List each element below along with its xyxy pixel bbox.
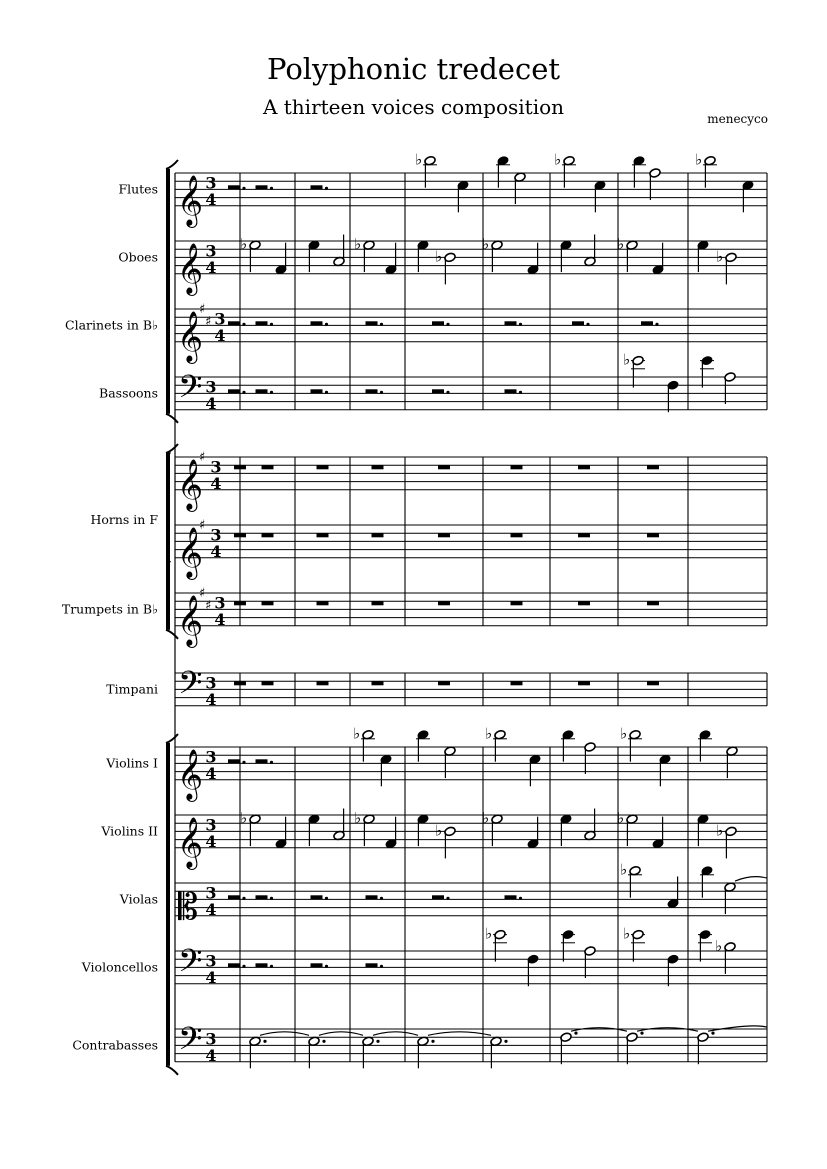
sharp-sign: ♯ <box>199 302 206 317</box>
dotted-half-rest <box>366 963 384 968</box>
quarter-note <box>496 155 510 187</box>
augmentation-dot <box>376 1040 379 1043</box>
dotted-half-note <box>417 1036 435 1068</box>
half-note <box>444 746 456 778</box>
quarter-note <box>697 814 709 846</box>
treble-clef-icon: 𝄞 <box>177 174 204 226</box>
augmentation-dot <box>574 1032 577 1035</box>
time-signature-denominator: 4 <box>205 899 217 919</box>
whole-rest <box>372 601 384 605</box>
treble-clef-icon: 𝄞 <box>177 594 204 646</box>
flat-sign: ♭ <box>695 150 703 169</box>
augmentation-dot <box>322 1040 325 1043</box>
treble-clef-icon: 𝄞 <box>177 458 204 510</box>
half-note <box>724 882 736 914</box>
instrument-name-7: Timpani <box>106 681 158 697</box>
dotted-half-rest <box>505 389 523 394</box>
time-signature-denominator: 4 <box>205 257 217 277</box>
whole-rest <box>372 681 384 685</box>
time-signature-denominator: 4 <box>205 189 217 209</box>
tie <box>735 877 767 881</box>
flat-sign: ♭ <box>240 235 248 254</box>
dotted-half-note <box>362 1036 380 1068</box>
time-signature-numerator: 3 <box>214 593 226 613</box>
dotted-half-rest <box>228 963 246 968</box>
whole-rest <box>372 465 384 469</box>
staff <box>175 815 767 848</box>
augmentation-dot <box>263 1040 266 1043</box>
quarter-note <box>416 729 430 761</box>
quarter-note <box>380 754 392 786</box>
whole-rest <box>317 601 329 605</box>
whole-rest <box>317 465 329 469</box>
instrument-name-1: Oboes <box>118 249 158 265</box>
quarter-note <box>275 817 287 849</box>
treble-clef-icon: 𝄞 <box>177 526 204 578</box>
dotted-half-rest <box>228 321 246 326</box>
dotted-half-rest <box>641 321 659 326</box>
tie <box>260 1032 309 1036</box>
time-signature-denominator: 4 <box>210 473 222 493</box>
quarter-note <box>697 240 709 272</box>
time-signature-denominator: 4 <box>205 967 217 987</box>
staff <box>175 525 767 558</box>
whole-rest <box>262 601 274 605</box>
time-signature-denominator: 4 <box>205 831 217 851</box>
flat-sign: ♭ <box>485 924 493 943</box>
quarter-note <box>561 729 575 761</box>
treble-clef-icon: 𝄞 <box>177 242 204 294</box>
flat-sign: ♭ <box>415 150 423 169</box>
quarter-note <box>561 929 575 961</box>
whole-rest <box>647 681 659 685</box>
augmentation-dot <box>431 1040 434 1043</box>
sharp-sign: ♯ <box>199 518 206 533</box>
dotted-half-rest <box>432 895 450 900</box>
quarter-note <box>417 814 429 846</box>
time-signature-denominator: 4 <box>214 609 226 629</box>
time-signature-numerator: 3 <box>205 883 217 903</box>
dotted-half-note <box>560 1032 578 1065</box>
quarter-note <box>632 155 646 187</box>
treble-clef-icon: 𝄞 <box>177 748 204 800</box>
half-note <box>715 937 736 974</box>
half-note <box>620 725 642 762</box>
flat-sign: ♭ <box>620 724 628 743</box>
flat-sign: ♭ <box>435 247 443 266</box>
half-note <box>649 168 661 200</box>
whole-rest <box>578 681 590 685</box>
dotted-half-note <box>308 1036 326 1068</box>
sharp-sign: ♯ <box>199 450 206 465</box>
quarter-note <box>594 180 606 212</box>
half-note <box>415 151 437 188</box>
quarter-note <box>527 817 539 849</box>
instrument-name-10: Violas <box>119 891 158 907</box>
time-signature-denominator: 4 <box>214 325 226 345</box>
dotted-half-rest <box>256 895 274 900</box>
flat-sign: ♭ <box>623 924 631 943</box>
dotted-half-note <box>490 1036 508 1068</box>
whole-rest <box>511 681 523 685</box>
whole-rest <box>511 601 523 605</box>
whole-rest <box>578 465 590 469</box>
whole-rest <box>262 681 274 685</box>
time-signature-numerator: 3 <box>210 525 222 545</box>
quarter-note <box>560 240 572 272</box>
flat-sign: ♭ <box>240 809 248 828</box>
dotted-half-rest <box>311 963 329 968</box>
half-note <box>485 725 507 762</box>
quarter-note <box>742 180 754 212</box>
flat-sign: ♭ <box>620 860 628 879</box>
half-note <box>724 372 736 404</box>
flat-sign: ♭ <box>353 724 361 743</box>
dotted-half-rest <box>228 895 246 900</box>
sharp-sign: ♯ <box>199 586 206 601</box>
dotted-half-rest <box>432 389 450 394</box>
half-note <box>726 746 738 778</box>
augmentation-dot <box>504 1040 507 1043</box>
time-signature-numerator: 3 <box>205 173 217 193</box>
whole-rest <box>234 465 246 469</box>
quarter-note <box>700 865 714 897</box>
dotted-half-rest <box>311 185 329 190</box>
whole-rest <box>262 465 274 469</box>
bass-clef-icon: 𝄢 <box>178 368 203 413</box>
half-note <box>584 742 596 774</box>
quarter-note <box>667 954 679 986</box>
half-note <box>514 172 526 204</box>
flat-sign: ♭ <box>715 936 723 955</box>
staff <box>175 951 767 984</box>
whole-rest <box>647 601 659 605</box>
whole-rest <box>647 533 659 537</box>
flat-sign: ♭ <box>354 809 362 828</box>
time-signature-denominator: 4 <box>205 393 217 413</box>
staff <box>175 883 767 916</box>
quarter-note <box>659 754 671 786</box>
time-signature-numerator: 3 <box>205 951 217 971</box>
instrument-name-11: Violoncellos <box>81 959 158 975</box>
augmentation-dot <box>711 1032 714 1035</box>
quarter-note <box>527 954 539 986</box>
whole-rest <box>317 681 329 685</box>
time-signature-numerator: 3 <box>205 747 217 767</box>
dotted-half-rest <box>228 759 246 764</box>
dotted-half-rest <box>256 389 274 394</box>
dotted-half-rest <box>256 185 274 190</box>
time-signature-denominator: 4 <box>210 541 222 561</box>
tie <box>428 1032 491 1036</box>
instrument-name-0: Flutes <box>118 181 158 197</box>
whole-rest <box>234 681 246 685</box>
quarter-note <box>700 355 714 387</box>
whole-rest <box>317 533 329 537</box>
whole-rest <box>438 681 450 685</box>
staff <box>175 593 767 626</box>
half-note <box>554 151 576 188</box>
dotted-half-rest <box>432 321 450 326</box>
whole-rest <box>578 533 590 537</box>
whole-rest <box>647 465 659 469</box>
dotted-half-rest <box>505 895 523 900</box>
staff <box>175 241 767 274</box>
flat-sign: ♭ <box>554 150 562 169</box>
quarter-note <box>529 754 541 786</box>
quarter-note <box>652 817 664 849</box>
dotted-half-rest <box>228 185 246 190</box>
flat-sign: ♭ <box>354 235 362 254</box>
tie <box>373 1032 418 1036</box>
dotted-half-rest <box>228 389 246 394</box>
quarter-note <box>698 929 712 961</box>
whole-rest <box>438 533 450 537</box>
quarter-note <box>667 877 679 909</box>
half-note <box>623 351 645 388</box>
composer-name: menecyco <box>707 112 768 126</box>
score-subtitle: A thirteen voices composition <box>262 95 565 119</box>
time-signature-denominator: 4 <box>205 689 217 709</box>
whole-rest <box>372 533 384 537</box>
quarter-note <box>527 243 539 275</box>
flat-sign: ♭ <box>617 235 625 254</box>
dotted-half-rest <box>311 895 329 900</box>
half-note <box>584 809 596 841</box>
quarter-note <box>698 729 712 761</box>
instrument-name-2: Clarinets in B♭ <box>65 317 158 333</box>
time-signature-numerator: 3 <box>205 377 217 397</box>
half-note <box>333 809 345 841</box>
treble-clef-icon: 𝄞 <box>177 310 204 362</box>
time-signature-numerator: 3 <box>205 241 217 261</box>
half-note <box>485 925 507 962</box>
dotted-half-rest <box>311 389 329 394</box>
alto-clef-icon: 𝄡 <box>178 886 199 928</box>
instrument-name-12: Contrabasses <box>72 1037 158 1053</box>
staff <box>175 457 767 490</box>
flat-sign: ♭ <box>485 724 493 743</box>
quarter-note <box>652 243 664 275</box>
dotted-half-rest <box>366 895 384 900</box>
time-signature-denominator: 4 <box>205 1045 217 1065</box>
instrument-name-9: Violins II <box>101 823 158 839</box>
time-signature-numerator: 3 <box>205 815 217 835</box>
time-signature-numerator: 3 <box>205 1029 217 1049</box>
whole-rest <box>262 533 274 537</box>
sharp-sign: ♯ <box>205 598 212 614</box>
half-note <box>584 235 596 267</box>
score-title: Polyphonic tredecet <box>266 52 561 86</box>
augmentation-dot <box>640 1032 643 1035</box>
half-note <box>584 946 596 978</box>
dotted-half-rest <box>256 963 274 968</box>
flat-sign: ♭ <box>623 350 631 369</box>
whole-rest <box>438 601 450 605</box>
staff <box>175 673 767 706</box>
time-signature-numerator: 3 <box>210 457 222 477</box>
quarter-note <box>417 240 429 272</box>
quarter-note <box>385 243 397 275</box>
bass-clef-icon: 𝄢 <box>178 664 203 709</box>
dotted-half-rest <box>311 321 329 326</box>
treble-clef-icon: 𝄞 <box>177 816 204 868</box>
tie <box>319 1032 363 1036</box>
dotted-half-rest <box>572 321 590 326</box>
dotted-half-note <box>697 1032 715 1065</box>
half-note <box>353 725 375 762</box>
sharp-sign: ♯ <box>205 314 212 330</box>
half-note <box>623 925 645 962</box>
flat-sign: ♭ <box>435 821 443 840</box>
instrument-name-8: Violins I <box>106 755 158 771</box>
whole-rest <box>234 533 246 537</box>
half-note <box>695 151 717 188</box>
instrument-name-3: Bassoons <box>99 385 158 401</box>
instrument-name-4: Horns in F <box>90 512 158 527</box>
bass-clef-icon: 𝄢 <box>178 1020 203 1065</box>
whole-rest <box>511 465 523 469</box>
quarter-note <box>308 240 320 272</box>
time-signature-numerator: 3 <box>205 673 217 693</box>
dotted-half-rest <box>366 321 384 326</box>
dotted-half-rest <box>505 321 523 326</box>
time-signature-numerator: 3 <box>214 309 226 329</box>
flat-sign: ♭ <box>716 821 724 840</box>
whole-rest <box>438 465 450 469</box>
flat-sign: ♭ <box>482 235 490 254</box>
staff <box>175 747 767 780</box>
flat-sign: ♭ <box>617 809 625 828</box>
dotted-half-note <box>249 1036 267 1068</box>
dotted-half-rest <box>256 321 274 326</box>
half-note <box>333 235 345 267</box>
quarter-note <box>308 814 320 846</box>
quarter-note <box>457 180 469 212</box>
whole-rest <box>234 601 246 605</box>
flat-sign: ♭ <box>716 247 724 266</box>
bass-clef-icon: 𝄢 <box>178 942 203 987</box>
time-signature-denominator: 4 <box>205 763 217 783</box>
whole-rest <box>511 533 523 537</box>
dotted-half-rest <box>256 759 274 764</box>
instrument-name-6: Trumpets in B♭ <box>61 601 158 617</box>
whole-rest <box>578 601 590 605</box>
dotted-half-rest <box>366 389 384 394</box>
quarter-note <box>667 380 679 412</box>
flat-sign: ♭ <box>482 809 490 828</box>
half-note <box>620 861 642 898</box>
quarter-note <box>560 814 572 846</box>
quarter-note <box>385 817 397 849</box>
dotted-half-note <box>626 1032 644 1065</box>
quarter-note <box>275 243 287 275</box>
